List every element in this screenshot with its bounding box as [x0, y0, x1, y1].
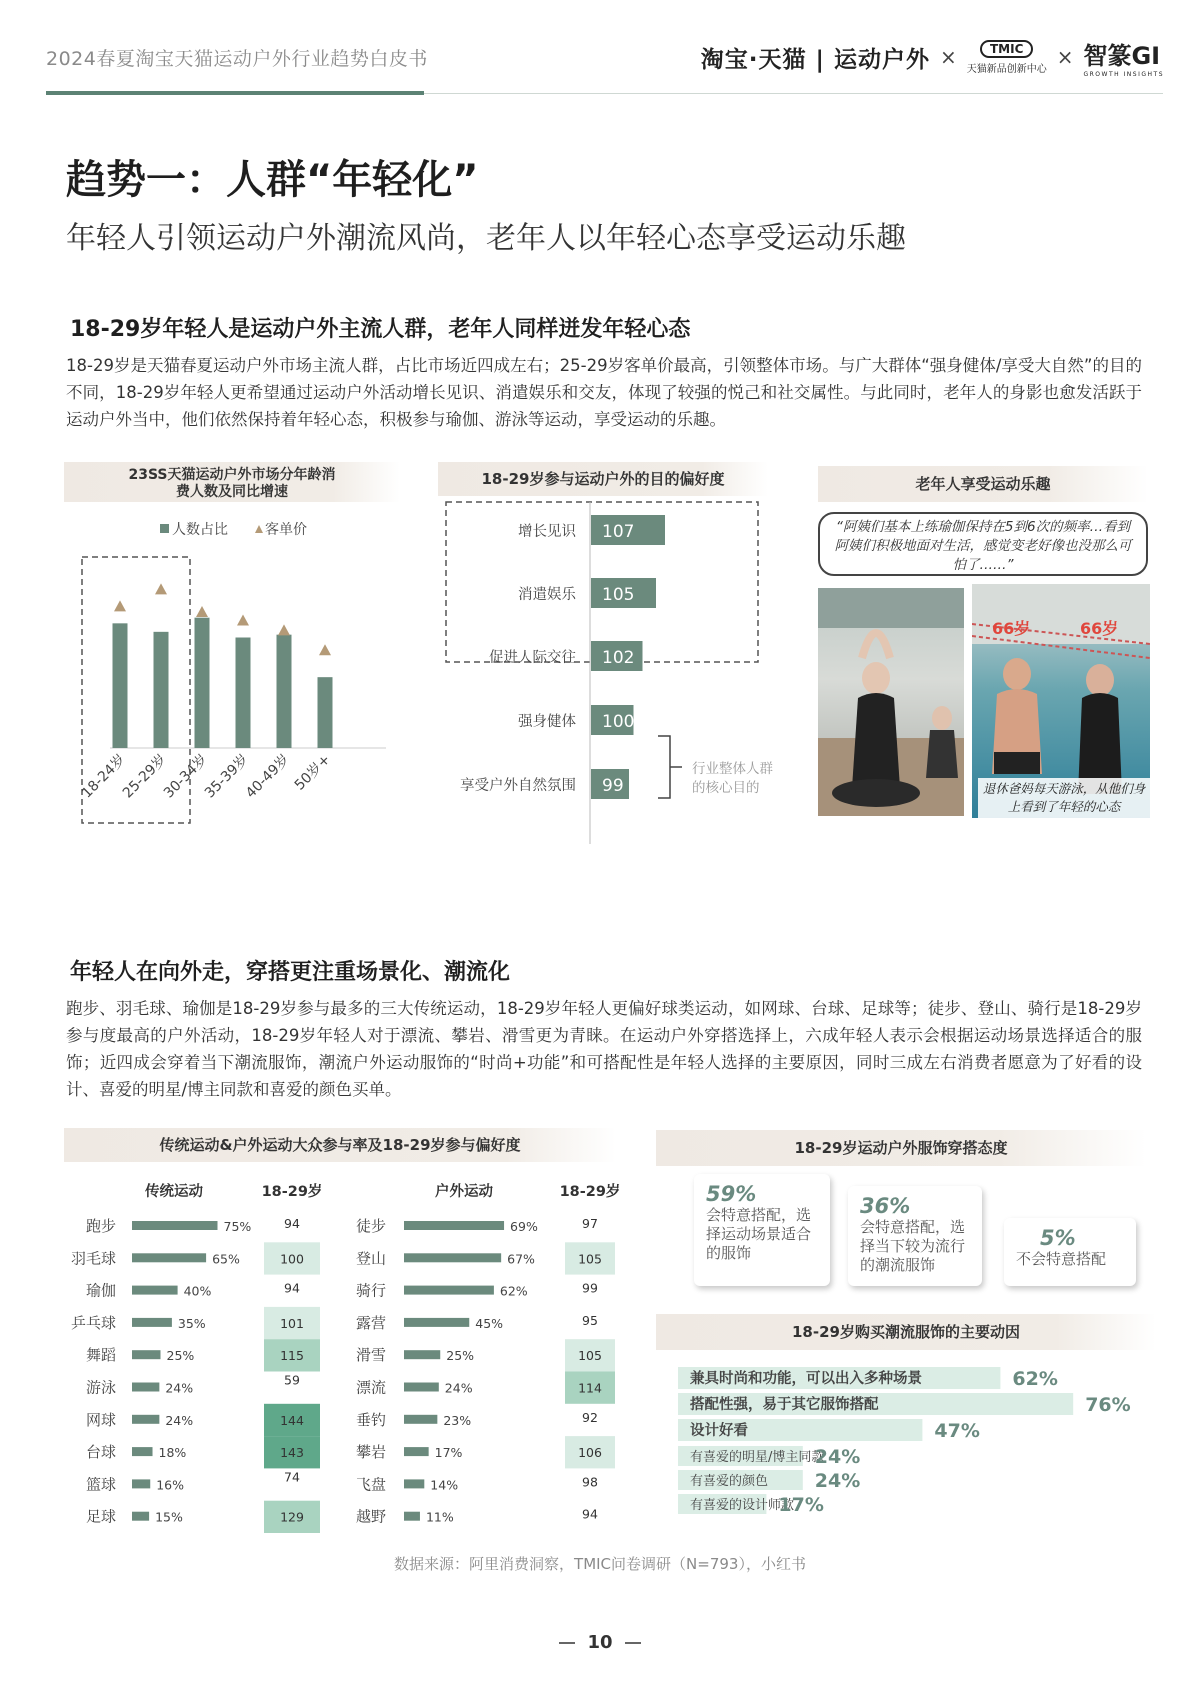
rate-label-1-1: 67% — [507, 1251, 535, 1267]
chart2-title: 18-29岁参与运动户外的目的偏好度 — [481, 470, 725, 488]
purpose-value-3: 100 — [602, 712, 635, 732]
sport-label-0-7: 台球 — [85, 1443, 116, 1462]
chart4-title: 18-29岁购买潮流服饰的主要动因 — [792, 1323, 1020, 1341]
yoga-photo — [818, 588, 964, 816]
reason-value-1: 76% — [1085, 1394, 1131, 1416]
rate-label-1-8: 14% — [430, 1477, 459, 1493]
purpose-value-1: 105 — [602, 585, 635, 605]
legend-bar-label: 人数占比 — [172, 522, 228, 538]
sport-label-1-0: 徒步 — [355, 1217, 386, 1235]
rate-bar-0-3 — [132, 1318, 172, 1327]
bar-30-34岁 — [195, 618, 210, 748]
rate-label-0-1: 65% — [212, 1251, 240, 1267]
section1-title: 18-29岁年轻人是运动户外主流人群，老年人同样迸发年轻心态 — [70, 317, 691, 342]
outdoor-index-header: 18-29岁 — [559, 1184, 621, 1200]
reason-label-3: 有喜爱的明星/博主同款 — [690, 1450, 825, 1465]
legend-marker-label: 客单价 — [265, 522, 307, 538]
chart3-title: 传统运动&户外运动大众参与率及18-29岁参与偏好度 — [159, 1136, 521, 1154]
section2-body: 跑步、羽毛球、瑜伽是18-29岁参与最多的三大传统运动，18-29岁年轻人更偏好球类运动，如网球、台球、足球等；徒步、登山、骑行是18-29岁参与度最高的户外活动，18-29岁年轻人对于漂流、攀岩、滑雪更为青睐。在运动户外穿搭选择上，六成年轻人表示会根据运动场景选择适合的服饰；近四成会穿着当下潮流服饰，潮流户外运动服饰的“时尚+功能”和可搭配性是年轻人选择的主要原因，同时三成左右消费者愿意为了好看的设计、喜爱的明星/博主同款和喜爱的颜色买单。 — [66, 999, 1142, 1099]
chart1-title-line1: 23SS天猫运动户外市场分年龄消 — [128, 467, 336, 483]
reason-value-3: 24% — [814, 1446, 861, 1468]
index-value-0-7: 143 — [280, 1445, 304, 1461]
index-value-1-3: 95 — [582, 1312, 598, 1328]
tick-label-18-24岁: 18-24岁 — [78, 751, 129, 802]
index-value-0-5: 59 — [284, 1372, 300, 1388]
rate-bar-1-1 — [404, 1253, 501, 1262]
sport-label-0-1: 羽毛球 — [70, 1249, 116, 1268]
purpose-label-4: 享受户外自然氛围 — [460, 778, 576, 794]
rate-label-0-4: 25% — [166, 1348, 195, 1364]
sport-label-1-3: 露营 — [355, 1313, 386, 1332]
index-value-0-6: 144 — [280, 1412, 304, 1428]
rate-bar-1-2 — [404, 1286, 494, 1295]
reason-label-2: 设计好看 — [690, 1423, 748, 1439]
index-value-1-4: 105 — [578, 1348, 602, 1364]
marker-18-24岁 — [114, 600, 126, 611]
reason-value-2: 47% — [934, 1420, 980, 1442]
legend-bar-swatch — [160, 524, 169, 533]
age-tag-left: 66岁 — [992, 619, 1031, 638]
bar-35-39岁 — [236, 638, 251, 749]
tick-label-30-34岁: 30-34岁 — [160, 751, 211, 802]
bar-18-24岁 — [113, 623, 128, 748]
rate-bar-0-6 — [132, 1415, 159, 1424]
rate-label-0-2: 40% — [183, 1283, 212, 1299]
rate-bar-1-0 — [404, 1221, 504, 1230]
rate-bar-1-3 — [404, 1318, 469, 1327]
index-value-1-6: 92 — [582, 1409, 598, 1425]
marker-25-29岁 — [155, 583, 167, 594]
attitude-card-3 — [1004, 1218, 1136, 1286]
index-value-0-1: 100 — [280, 1251, 304, 1267]
attitude-card-1 — [694, 1174, 830, 1286]
swim-photo-caption: 退休爸妈每天游泳，从他们身上看到了年轻的心态 — [978, 778, 1150, 818]
rate-bar-1-6 — [404, 1415, 437, 1424]
sport-label-0-6: 网球 — [85, 1410, 116, 1429]
page-number: 10 — [0, 1632, 1200, 1653]
marker-30-34岁 — [196, 606, 208, 617]
index-value-0-8: 74 — [284, 1469, 300, 1485]
tick-label-35-39岁: 35-39岁 — [201, 751, 252, 802]
reason-label-5: 有喜爱的设计师款 — [690, 1498, 795, 1513]
elder-panel-title: 老年人享受运动乐趣 — [818, 466, 1148, 502]
sport-label-1-1: 登山 — [355, 1249, 386, 1268]
sport-label-1-7: 攀岩 — [355, 1443, 386, 1462]
rate-label-1-3: 45% — [475, 1315, 504, 1331]
sport-label-1-8: 飞盘 — [355, 1475, 386, 1494]
purpose-label-2: 促进人际交往 — [489, 650, 576, 666]
rate-label-1-9: 11% — [425, 1509, 454, 1525]
rate-bar-0-0 — [132, 1221, 218, 1230]
purpose-value-4: 99 — [602, 776, 624, 796]
traditional-group-header: 传统运动 — [145, 1184, 203, 1200]
sport-label-1-5: 漂流 — [355, 1378, 386, 1397]
marker-35-39岁 — [237, 615, 249, 626]
rate-bar-0-5 — [132, 1383, 159, 1392]
purpose-value-0: 107 — [602, 522, 635, 542]
header-rule-accent — [46, 91, 424, 95]
sport-participation-chart — [64, 1128, 624, 1538]
index-value-1-7: 106 — [578, 1445, 602, 1461]
core-purpose-bracket — [658, 736, 670, 798]
rate-bar-0-1 — [132, 1253, 206, 1262]
page-subtitle: 年轻人引领运动户外潮流风尚，老年人以年轻心态享受运动乐趣 — [66, 221, 906, 256]
reason-value-0: 62% — [1012, 1368, 1058, 1390]
bar-40-49岁 — [277, 635, 292, 748]
purpose-label-1: 消遣娱乐 — [518, 587, 576, 603]
rate-bar-0-7 — [132, 1447, 153, 1456]
rate-bar-1-7 — [404, 1447, 429, 1456]
section2-title: 年轻人在向外走，穿搭更注重场景化、潮流化 — [70, 960, 511, 985]
rate-bar-0-9 — [132, 1512, 149, 1521]
index-value-1-0: 97 — [582, 1216, 598, 1231]
rate-bar-0-8 — [132, 1479, 150, 1488]
index-value-1-9: 94 — [582, 1506, 598, 1522]
reason-label-4: 有喜爱的颜色 — [690, 1474, 769, 1489]
document-title: 2024春夏淘宝天猫运动户外行业趋势白皮书 — [46, 48, 428, 70]
elder-quote: “阿姨们基本上练瑜伽保持在5到6次的频率…看到阿姨们积极地面对生活，感觉变老好像也没那么可怕了……” — [818, 512, 1148, 576]
reason-value-5: 17% — [778, 1494, 824, 1516]
index-value-0-3: 101 — [280, 1315, 304, 1331]
chart1-title-line2: 费人数及同比增速 — [176, 484, 288, 500]
attitude-text-1: 会特意搭配，选择运动场景适合的服饰 — [706, 1206, 812, 1262]
sport-label-0-3: 乒乓球 — [70, 1313, 116, 1332]
reason-label-0: 兼具时尚和功能，可以出入多种场景 — [690, 1371, 922, 1387]
outdoor-group-header: 户外运动 — [435, 1184, 493, 1200]
page-header — [0, 0, 1200, 100]
page-title: 趋势一：人群“年轻化” — [66, 157, 479, 203]
attitude-pct-1: 59% — [706, 1182, 757, 1206]
purpose-label-3: 强身健体 — [518, 714, 576, 730]
rate-label-1-6: 23% — [443, 1412, 472, 1428]
index-value-0-2: 94 — [284, 1280, 300, 1296]
attitude-text-2: 会特意搭配，选择当下较为流行的潮流服饰 — [860, 1218, 966, 1274]
index-value-1-2: 99 — [582, 1280, 598, 1296]
purpose-label-0: 增长见识 — [518, 524, 576, 540]
reason-label-1: 搭配性强，易于其它服饰搭配 — [690, 1397, 879, 1413]
index-value-0-9: 129 — [280, 1509, 304, 1525]
rate-bar-1-9 — [404, 1512, 420, 1521]
rate-label-1-0: 69% — [510, 1219, 538, 1234]
index-value-0-4: 115 — [280, 1348, 304, 1364]
rate-bar-1-8 — [404, 1479, 424, 1488]
tick-label-50岁+: 50岁+ — [291, 751, 334, 794]
sport-label-0-5: 游泳 — [85, 1378, 116, 1397]
sport-label-1-6: 垂钓 — [355, 1410, 386, 1429]
sport-label-1-2: 骑行 — [355, 1281, 386, 1300]
trend-purchase-reasons-chart — [656, 1314, 1160, 1520]
index-value-1-5: 114 — [578, 1380, 602, 1396]
bar-25-29岁 — [154, 632, 169, 748]
sport-label-1-4: 滑雪 — [355, 1346, 386, 1365]
rate-bar-0-2 — [132, 1286, 178, 1295]
rate-bar-0-4 — [132, 1350, 161, 1359]
times-sign: × — [939, 45, 957, 69]
attitude-pct-3: 5% — [1040, 1226, 1076, 1250]
rate-bar-1-4 — [404, 1350, 440, 1359]
rate-label-0-8: 16% — [156, 1477, 185, 1493]
index-value-0-0: 94 — [284, 1216, 300, 1231]
gi-logo: 智篆GI GROWTH INSIGHTS — [1083, 42, 1164, 78]
data-source: 数据来源：阿里消费洞察，TMIC问卷调研（N=793），小红书 — [394, 1555, 806, 1573]
rate-label-1-7: 17% — [434, 1445, 463, 1461]
core-purpose-note-line1: 行业整体人群 — [692, 761, 773, 777]
rate-label-0-3: 35% — [177, 1315, 206, 1331]
tick-label-40-49岁: 40-49岁 — [242, 751, 293, 802]
marker-40-49岁 — [278, 624, 290, 635]
sport-label-0-9: 足球 — [85, 1507, 116, 1526]
taobao-tmall-logo: 淘宝·天猫 | 运动户外 — [700, 46, 930, 73]
sport-label-0-8: 篮球 — [85, 1475, 116, 1494]
rate-label-0-9: 15% — [155, 1509, 183, 1525]
chart1-legend — [160, 521, 307, 538]
rate-label-0-0: 75% — [223, 1219, 252, 1234]
purpose-preference-chart — [438, 462, 808, 844]
attitude-card-2 — [848, 1186, 982, 1286]
partner-logos — [701, 32, 1164, 82]
reason-value-4: 24% — [814, 1470, 861, 1492]
index-value-1-1: 105 — [578, 1251, 602, 1267]
sport-label-0-4: 舞蹈 — [85, 1346, 116, 1365]
rate-bar-1-5 — [404, 1383, 439, 1392]
rate-label-0-6: 24% — [165, 1412, 194, 1428]
times-sign: × — [1056, 45, 1074, 69]
tick-label-25-29岁: 25-29岁 — [119, 751, 170, 802]
attitude-text-3: 不会特意搭配 — [1016, 1250, 1107, 1268]
legend-marker-swatch — [255, 525, 263, 533]
rate-label-1-4: 25% — [446, 1348, 475, 1364]
tmic-logo: TMIC 天猫新品创新中心 — [966, 41, 1047, 75]
age-consumer-chart — [64, 462, 404, 830]
sport-label-1-9: 越野 — [355, 1507, 386, 1526]
core-purpose-note-line2: 的核心目的 — [692, 780, 760, 796]
index-value-1-8: 98 — [582, 1474, 598, 1490]
rate-label-1-2: 62% — [499, 1283, 528, 1299]
sport-label-0-2: 瑜伽 — [85, 1281, 116, 1300]
rate-label-0-7: 18% — [158, 1445, 187, 1461]
attitude-pct-2: 36% — [860, 1194, 911, 1218]
traditional-index-header: 18-29岁 — [261, 1184, 323, 1200]
sport-label-0-0: 跑步 — [85, 1217, 116, 1235]
bar-50岁+ — [318, 677, 333, 748]
section1-body: 18-29岁是天猫春夏运动户外市场主流人群，占比市场近四成左右；25-29岁客单价最高，引领整体市场。与广大群体“强身健体/享受大自然”的目的不同，18-29岁年轻人更希望通过运动户外活动增长见识、消遣娱乐和交友，体现了较强的悦己和社交属性。与此同时，老年人的身影也愈发活跃于运动户外当中，他们依然保持着年轻心态，积极参与瑜伽、游泳等运动，享受运动的乐趣。 — [66, 356, 1142, 429]
rate-label-1-5: 24% — [444, 1380, 473, 1396]
rate-label-0-5: 24% — [165, 1380, 194, 1396]
purpose-value-2: 102 — [602, 648, 635, 668]
marker-50岁+ — [319, 644, 331, 655]
attitude-panel-title: 18-29岁运动户外服饰穿搭态度 — [656, 1130, 1146, 1166]
age-tag-right: 66岁 — [1080, 619, 1119, 638]
